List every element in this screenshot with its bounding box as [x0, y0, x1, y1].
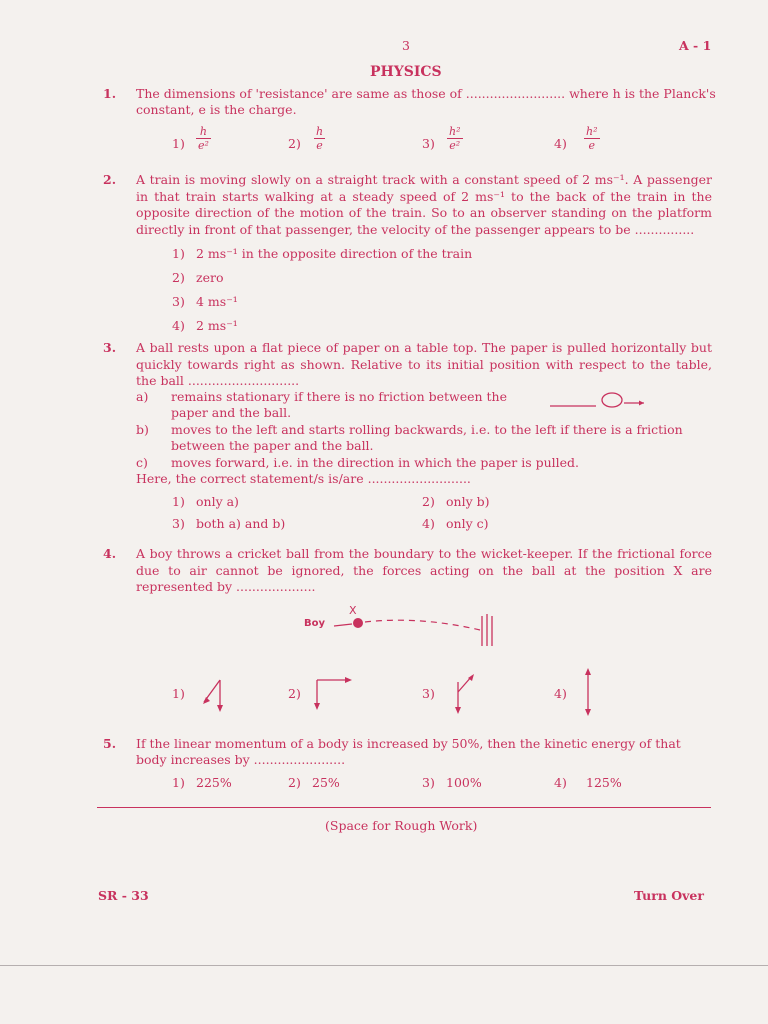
- statement-label: a): [136, 389, 149, 404]
- subject-title: PHYSICS: [370, 64, 442, 80]
- ball-dot: [353, 618, 363, 628]
- option-number: 3): [422, 775, 435, 790]
- option-text: zero: [196, 270, 224, 285]
- rough-work-label: (Space for Rough Work): [325, 818, 478, 833]
- option-fraction: $\frac{h}{\text{e²}}$: [198, 125, 209, 152]
- option-text: only b): [446, 494, 490, 509]
- question-number: 3.: [103, 340, 117, 355]
- ball-on-paper-figure: [548, 390, 648, 412]
- question-text: A ball rests upon a flat piece of paper on a table top. The paper is pulled horizontally but quickly towards right as shown. Relative to its initial position with respect to the table, the ball ............................: [136, 340, 712, 388]
- question-prompt: Here, the correct statement/s is/are ..........................: [136, 471, 471, 486]
- forces-arrows-icon: [200, 674, 230, 714]
- question-text: If the linear momentum of a body is increased by 50%, then the kinetic energy of that: [136, 736, 681, 751]
- option-number: 2): [288, 136, 301, 151]
- cricket-throw-figure: [330, 608, 505, 648]
- option-text: 100%: [446, 775, 482, 790]
- option-text: 4 ms⁻¹: [196, 294, 238, 309]
- statement-text: moves forward, i.e. in the direction in which the paper is pulled.: [171, 455, 580, 470]
- forces-arrows-icon: [448, 672, 478, 718]
- option-text: 125%: [586, 775, 622, 790]
- option-number: 3): [172, 294, 185, 309]
- statement-text: moves to the left and starts rolling backwards, i.e. to the left if there is a friction: [171, 422, 683, 437]
- option-number: 1): [172, 775, 185, 790]
- statement-text: paper and the ball.: [171, 405, 292, 420]
- option-number: 4): [554, 775, 567, 790]
- page-number: 3: [402, 38, 410, 53]
- paper-code: A - 1: [679, 38, 712, 53]
- option-number: 3): [422, 136, 435, 151]
- statement-label: c): [136, 455, 148, 470]
- option-number: 2): [422, 494, 435, 509]
- option-number: 4): [172, 318, 185, 333]
- statement-text: remains stationary if there is no friction between the: [171, 389, 507, 404]
- statement-label: b): [136, 422, 149, 437]
- throw-arrow: [334, 624, 352, 626]
- option-number: 2): [288, 775, 301, 790]
- option-fraction: $\frac{\text{h²}}{\text{e²}}$: [449, 125, 461, 152]
- figure-label-boy: Boy: [304, 618, 326, 629]
- option-text: 2 ms⁻¹: [196, 318, 238, 333]
- forces-arrows-icon: [580, 666, 596, 718]
- question-number: 5.: [103, 736, 117, 751]
- option-text: only c): [446, 516, 489, 531]
- question-text: constant, e is the charge.: [136, 102, 297, 117]
- pull-arrowhead: [639, 401, 644, 406]
- option-number: 2): [172, 270, 185, 285]
- question-number: 4.: [103, 546, 117, 561]
- option-text: 225%: [196, 775, 232, 790]
- option-number: 2): [288, 686, 301, 701]
- option-number: 3): [422, 686, 435, 701]
- question-number: 2.: [103, 172, 117, 187]
- question-number: 1.: [103, 86, 117, 101]
- option-number: 1): [172, 494, 185, 509]
- option-text: 2 ms⁻¹ in the opposite direction of the train: [196, 246, 473, 261]
- turn-over-label: Turn Over: [634, 888, 704, 903]
- ball-circle: [602, 393, 622, 407]
- question-text: A boy throws a cricket ball from the boundary to the wicket-keeper. If the frictional force due to air cannot be ignored, the forces acting on the ball at the position X are represented by ....................: [136, 546, 712, 594]
- figure-label-x: X: [349, 604, 357, 617]
- option-number: 4): [422, 516, 435, 531]
- option-number: 1): [172, 246, 185, 261]
- question-text: body increases by .......................: [136, 752, 346, 767]
- divider: [97, 807, 711, 808]
- option-number: 1): [172, 136, 185, 151]
- forces-arrows-icon: [312, 672, 354, 714]
- statement-text: between the paper and the ball.: [171, 438, 374, 453]
- option-text: only a): [196, 494, 239, 509]
- option-fraction: $\frac{h}{e}$: [316, 125, 324, 152]
- option-number: 4): [554, 136, 567, 151]
- option-text: 25%: [312, 775, 340, 790]
- option-number: 1): [172, 686, 185, 701]
- question-text: A train is moving slowly on a straight track with a constant speed of 2 ms⁻¹. A passenger in that train starts walking at a steady speed of 2 ms⁻¹ to the back of the train in the opposite direction of the motion of the train. So to an observer standing on the platform directly in front of that passenger, the velocity of the passenger appears to be ...............: [136, 172, 712, 237]
- option-fraction: $\frac{\text{h²}}{e}$: [586, 125, 598, 152]
- option-number: 3): [172, 516, 185, 531]
- trajectory-path: [365, 620, 480, 630]
- question-text: The dimensions of 'resistance' are same as those of ......................... where h is the Planck's: [136, 86, 716, 101]
- footer-code: SR - 33: [98, 888, 149, 903]
- option-text: both a) and b): [196, 516, 286, 531]
- option-number: 4): [554, 686, 567, 701]
- scan-edge-line: [0, 965, 768, 966]
